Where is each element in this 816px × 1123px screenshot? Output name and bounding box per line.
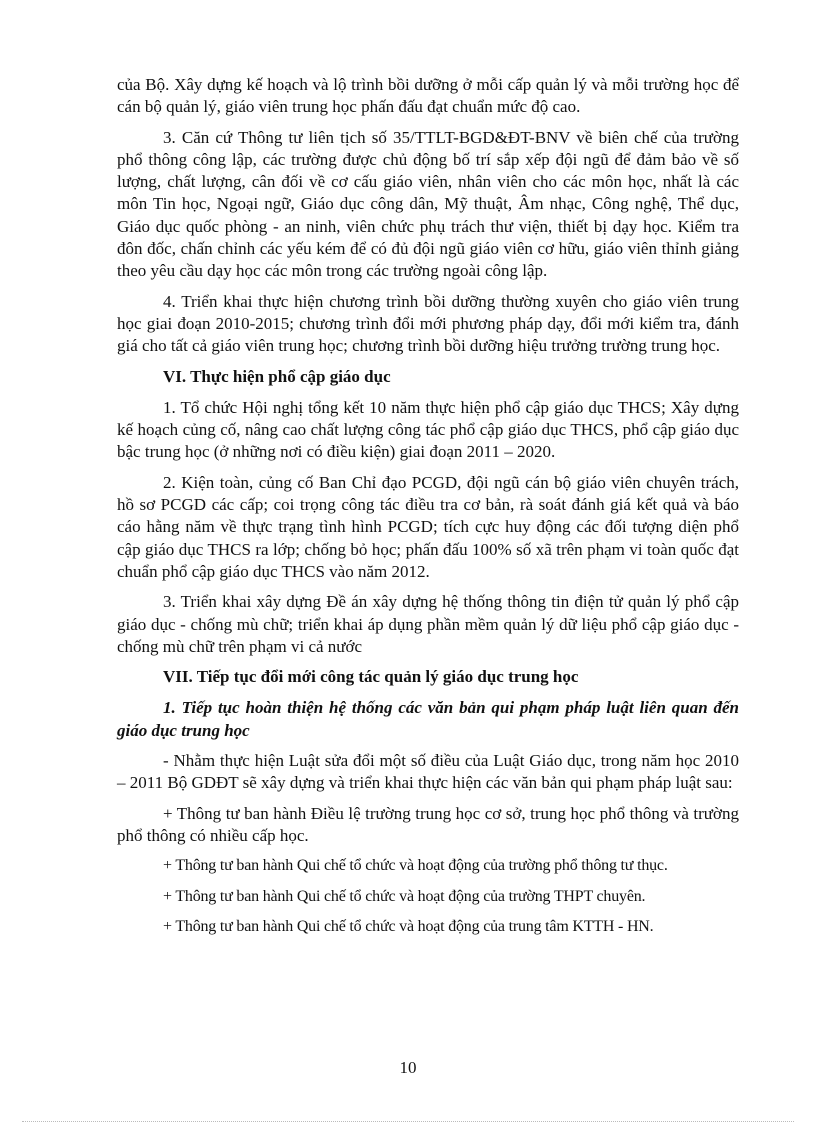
- section-heading-vi: VI. Thực hiện phổ cập giáo dục: [163, 366, 391, 386]
- page-number: 10: [399, 1058, 417, 1077]
- list-item-circular-1: + Thông tư ban hành Điều lệ trường trung học cơ sở, trung học phổ thông và trường phổ thông có nhiều cấp học.: [117, 803, 739, 845]
- section-heading-vii: VII. Tiếp tục đổi mới công tác quản lý giáo dục trung học: [163, 667, 579, 687]
- paragraph-item-4-training: 4. Triển khai thực hiện chương trình bồi dưỡng thường xuyên cho giáo viên trung học giai đoạn 2010-2015; chương trình đổi mới phương pháp dạy, đổi mới kiểm tra, đánh giá cho tất cả giáo viên trung học; chương trình bồi dưỡng hiệu trưởng trường trung học.: [117, 291, 739, 356]
- paragraph-item-3-staffing: 3. Căn cứ Thông tư liên tịch số 35/TTLT-BGD&ĐT-BNV về biên chế của trường phổ thông công lập, các trường được chủ động bố trí sắp xếp đội ngũ để đảm bảo về số lượng, chất lượng, cân đối về cơ cấu giáo viên, nhân viên cho các môn học, nhất là các môn Tin học, Ngoại ngữ, Giáo dục công dân, Mỹ thuật, Âm nhạc, Công nghệ, Thể dục, Giáo dục quốc phòng - an ninh, viên chức phụ trách thư viện, thiết bị dạy học. Kiểm tra đôn đốc, chấn chỉnh các yếu kém để có đủ đội ngũ giáo viên cơ hữu, giáo viên thỉnh giảng theo yêu cầu dạy học các môn trong các trường ngoài công lập.: [117, 127, 739, 281]
- document-page: [117, 74, 739, 946]
- list-item-circular-4: + Thông tư ban hành Qui chế tổ chức và hoạt động của trung tâm KTTH - HN.: [163, 917, 654, 935]
- subsection-heading-vii-1: 1. Tiếp tục hoàn thiện hệ thống các văn bản qui phạm pháp luật liên quan đến giáo dục trung học: [117, 698, 739, 740]
- list-item-circular-2: + Thông tư ban hành Qui chế tổ chức và hoạt động của trường phổ thông tư thục.: [163, 857, 668, 875]
- page-bottom-divider: [22, 1121, 794, 1122]
- list-item-circular-3: + Thông tư ban hành Qui chế tổ chức và hoạt động của trường THPT chuyên.: [163, 887, 646, 905]
- paragraph-vii-intro: - Nhằm thực hiện Luật sửa đổi một số điều của Luật Giáo dục, trong năm học 2010 – 2011 Bộ GDĐT sẽ xây dựng và triển khai thực hiện các văn bản qui phạm pháp luật sau:: [117, 751, 739, 793]
- paragraph-vi-2: 2. Kiện toàn, củng cố Ban Chỉ đạo PCGD, đội ngũ cán bộ giáo viên chuyên trách, hồ sơ PCGD các cấp; coi trọng công tác điều tra cơ bản, rà soát đánh giá kết quả và báo cáo hằng năm về thực trạng tình hình PCGD; tích cực huy động các đối tượng diện phổ cập giáo dục THCS ra lớp; chống bỏ học; phấn đấu 100% số xã trên phạm vi toàn quốc đạt chuẩn phổ cập giáo dục THCS vào năm 2012.: [117, 472, 739, 581]
- paragraph-vi-1: 1. Tổ chức Hội nghị tổng kết 10 năm thực hiện phổ cập giáo dục THCS; Xây dựng kế hoạch củng cố, nâng cao chất lượng công tác phổ cập giáo dục THCS, phổ cập giáo dục bậc trung học (ở những nơi có điều kiện) giai đoạn 2011 – 2020.: [117, 397, 739, 462]
- paragraph-continuation: của Bộ. Xây dựng kế hoạch và lộ trình bồi dưỡng ở mỗi cấp quản lý và mỗi trường học để cán bộ quản lý, giáo viên trung học phấn đấu đạt chuẩn mức độ cao.: [117, 75, 739, 117]
- paragraph-vi-3: 3. Triển khai xây dựng Đề án xây dựng hệ thống thông tin điện tử quản lý phổ cập giáo dục - chống mù chữ; triển khai áp dụng phần mềm quản lý dữ liệu phổ cập giáo dục - chống mù chữ trên phạm vi cả nước: [117, 592, 739, 656]
